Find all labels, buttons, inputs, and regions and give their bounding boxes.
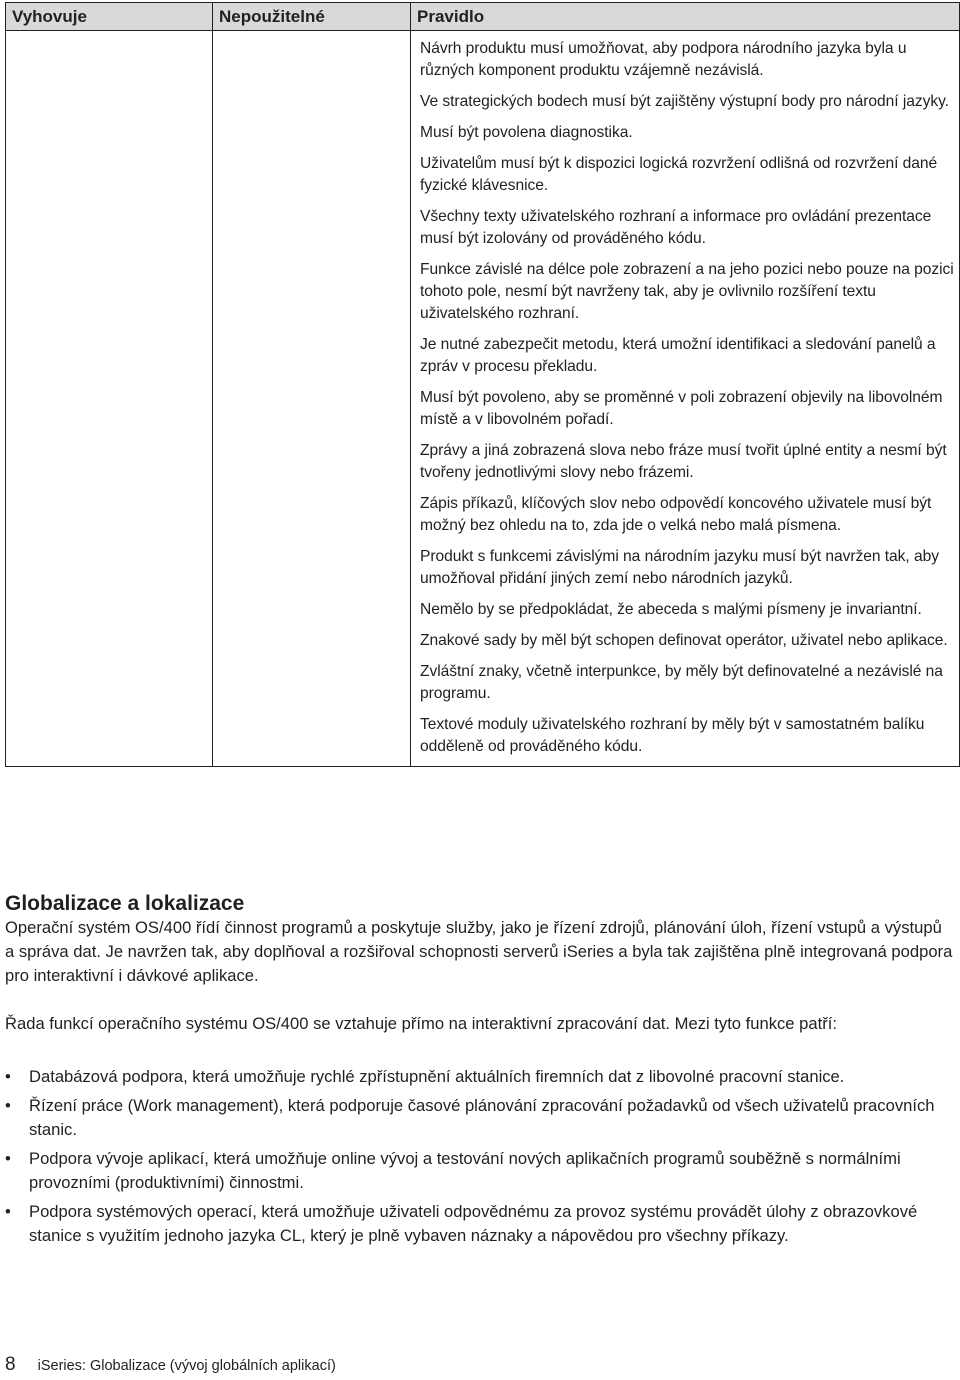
requirements-table <box>5 2 960 767</box>
list-item-text: Podpora vývoje aplikací, která umožňuje online vývoj a testování nových aplikačních programů souběžně s normálními provozními (produktivními) činnostmi. <box>29 1149 901 1192</box>
page-number: 8 <box>5 1354 16 1375</box>
vyhovuje-cell <box>6 31 213 767</box>
list-item <box>5 1200 955 1248</box>
column-header-vyhovuje: Vyhovuje <box>6 3 213 31</box>
intro-paragraph: Operační systém OS/400 řídí činnost programů a poskytuje služby, jako je řízení zdrojů, plánování úloh, řízení vstupů a výstupů a správa dat. Je navržen tak, aby doplňoval a rozšiřoval schopnosti serverů iSeries a byla tak zajištěna plně integrovaná podpora pro interaktivní i dávkové aplikace. <box>5 918 953 985</box>
rule-text: Zvláštní znaky, včetně interpunkce, by měly být definovatelné a nezávislé na programu. <box>420 663 943 702</box>
bullet-icon: • <box>5 1149 11 1168</box>
rule-text: Znakové sady by měl být schopen definovat operátor, uživatel nebo aplikace. <box>420 632 948 649</box>
rule-text: Produkt s funkcemi závislými na národním jazyku musí být navržen tak, aby umožňoval přidání jiných zemí nebo národních jazyků. <box>420 548 939 587</box>
rules-cell <box>411 31 960 767</box>
rule-text: Textové moduly uživatelského rozhraní by měly být v samostatném balíku odděleně od prováděného kódu. <box>420 716 925 755</box>
list-item-text: Databázová podpora, která umožňuje rychlé zpřístupnění aktuálních firemních dat z libovolné pracovní stanice. <box>29 1067 845 1086</box>
rule-text: Nemělo by se předpokládat, že abeceda s malými písmeny je invariantní. <box>420 601 922 618</box>
footer-text: iSeries: Globalizace (vývoj globálních aplikací) <box>37 1358 336 1374</box>
column-header-pravidlo: Pravidlo <box>411 3 960 31</box>
rule-text: Musí být povolena diagnostika. <box>420 124 633 141</box>
bullet-icon: • <box>5 1067 11 1086</box>
list-item <box>5 1094 955 1142</box>
list-item <box>5 1147 955 1195</box>
functions-paragraph: Řada funkcí operačního systému OS/400 se vztahuje přímo na interaktivní zpracování dat. Mezi tyto funkce patří: <box>5 1014 837 1033</box>
rule-text: Zápis příkazů, klíčových slov nebo odpovědí koncového uživatele musí být možný bez ohledu na to, zda jde o velká nebo malá písmena. <box>420 495 932 534</box>
table-header-row <box>6 3 960 31</box>
rule-text: Ve strategických bodech musí být zajištěny výstupní body pro národní jazyky. <box>420 93 949 110</box>
section-heading: Globalizace a lokalizace <box>5 892 245 915</box>
bullet-icon: • <box>5 1202 11 1221</box>
rule-text: Je nutné zabezpečit metodu, která umožní identifikaci a sledování panelů a zpráv v procesu překladu. <box>420 336 936 375</box>
page-footer <box>5 1354 336 1377</box>
nepouzitelne-cell <box>213 31 411 767</box>
list-item-text: Podpora systémových operací, která umožňuje uživateli odpovědnému za provoz systému provádět úlohy z obrazovkové stanice s využitím jednoho jazyka CL, který je plně vybaven náznaky a nápovědou pro všechny příkazy. <box>29 1202 918 1245</box>
column-header-nepouzitelne: Nepoužitelné <box>213 3 411 31</box>
bullet-icon: • <box>5 1096 11 1115</box>
rule-text: Funkce závislé na délce pole zobrazení a na jeho pozici nebo pouze na pozici tohoto pole, nesmí být navrženy tak, aby je ovlivnilo rozšíření textu uživatelského rozhraní. <box>420 261 954 322</box>
rule-text: Musí být povoleno, aby se proměnné v poli zobrazení objevily na libovolném místě a v libovolném pořadí. <box>420 389 943 428</box>
rule-text: Zprávy a jiná zobrazená slova nebo fráze musí tvořit úplné entity a nesmí být tvořeny jednotlivými slovy nebo frázemi. <box>420 442 947 481</box>
rule-text: Návrh produktu musí umožňovat, aby podpora národního jazyka byla u různých komponent produktu vzájemně nezávislá. <box>420 40 907 79</box>
functions-list <box>5 1065 955 1253</box>
table-row <box>6 31 960 767</box>
list-item-text: Řízení práce (Work management), která podporuje časové plánování zpracování požadavků od všech uživatelů pracovních stanic. <box>29 1096 935 1139</box>
rule-text: Uživatelům musí být k dispozici logická rozvržení odlišná od rozvržení dané fyzické klávesnice. <box>420 155 938 194</box>
rule-text: Všechny texty uživatelského rozhraní a informace pro ovládání prezentace musí být izolovány od prováděného kódu. <box>420 208 932 247</box>
list-item <box>5 1065 955 1089</box>
